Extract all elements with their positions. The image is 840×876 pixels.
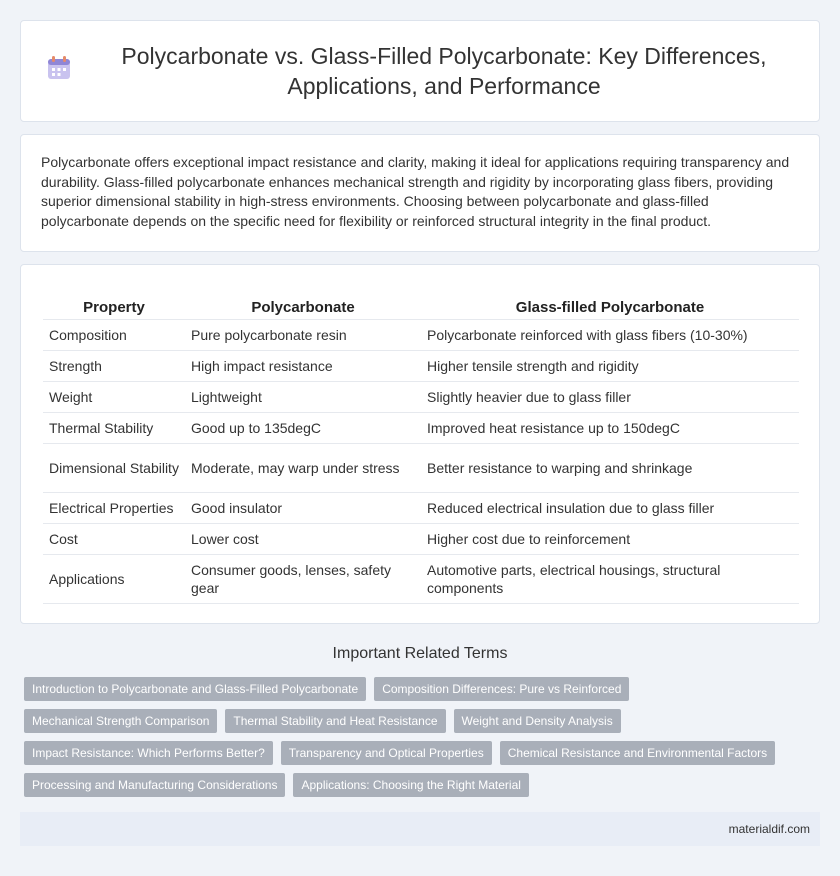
related-term-tag[interactable]: Introduction to Polycarbonate and Glass-Filled Polycarbonate [24, 677, 366, 701]
cell-property: Applications [43, 555, 185, 604]
cell-glass-filled: Slightly heavier due to glass filler [421, 382, 799, 413]
cell-property: Composition [43, 320, 185, 351]
table-row [43, 524, 799, 555]
table-row [43, 351, 799, 382]
related-term-tag[interactable]: Transparency and Optical Properties [281, 741, 492, 765]
cell-polycarbonate: Moderate, may warp under stress [185, 444, 421, 493]
table-row [43, 493, 799, 524]
title-card [20, 20, 820, 122]
intro-card [20, 134, 820, 252]
footer [20, 812, 820, 846]
cell-property: Dimensional Stability [43, 444, 185, 493]
cell-glass-filled: Higher cost due to reinforcement [421, 524, 799, 555]
cell-glass-filled: Polycarbonate reinforced with glass fibers (10-30%) [421, 320, 799, 351]
cell-glass-filled: Better resistance to warping and shrinkage [421, 444, 799, 493]
related-terms-list [24, 677, 820, 805]
related-term-tag[interactable]: Applications: Choosing the Right Material [293, 773, 528, 797]
related-term-tag[interactable]: Composition Differences: Pure vs Reinforced [374, 677, 629, 701]
header-property: Property [43, 295, 185, 320]
related-terms-title: Important Related Terms [332, 645, 508, 662]
cell-property: Thermal Stability [43, 413, 185, 444]
related-term-tag[interactable]: Thermal Stability and Heat Resistance [225, 709, 445, 733]
page-title: Polycarbonate vs. Glass-Filled Polycarbonate: Key Differences, Applications, and Performance [121, 43, 767, 99]
cell-property: Electrical Properties [43, 493, 185, 524]
cell-polycarbonate: Lower cost [185, 524, 421, 555]
cell-polycarbonate: Good insulator [185, 493, 421, 524]
table-row [43, 320, 799, 351]
intro-paragraph: Polycarbonate offers exceptional impact resistance and clarity, making it ideal for applications requiring transparency and durability. Glass-filled polycarbonate enhances mechanical strength and rigidity by incorporating glass fibers, providing superior dimensional stability in high-stress environments. Choosing between polycarbonate and glass-filled polycarbonate depends on the specific need for flexibility or reinforced structural integrity in the final product. [41, 154, 790, 229]
table-row [43, 382, 799, 413]
table-row [43, 555, 799, 604]
comparison-table [43, 295, 799, 604]
cell-glass-filled: Improved heat resistance up to 150degC [421, 413, 799, 444]
cell-polycarbonate: Good up to 135degC [185, 413, 421, 444]
related-term-tag[interactable]: Mechanical Strength Comparison [24, 709, 217, 733]
related-term-tag[interactable]: Impact Resistance: Which Performs Better? [24, 741, 273, 765]
cell-property: Weight [43, 382, 185, 413]
calendar-icon [46, 55, 72, 81]
cell-property: Strength [43, 351, 185, 382]
footer-site-link[interactable]: materialdif.com [728, 822, 810, 836]
cell-glass-filled: Higher tensile strength and rigidity [421, 351, 799, 382]
related-term-tag[interactable]: Processing and Manufacturing Considerations [24, 773, 285, 797]
related-term-tag[interactable]: Chemical Resistance and Environmental Factors [500, 741, 775, 765]
related-term-tag[interactable]: Weight and Density Analysis [454, 709, 621, 733]
header-glass-filled: Glass-filled Polycarbonate [421, 295, 799, 320]
cell-polycarbonate: Lightweight [185, 382, 421, 413]
cell-polycarbonate: Consumer goods, lenses, safety gear [185, 555, 421, 604]
cell-polycarbonate: High impact resistance [185, 351, 421, 382]
cell-glass-filled: Reduced electrical insulation due to glass filler [421, 493, 799, 524]
cell-glass-filled: Automotive parts, electrical housings, structural components [421, 555, 799, 604]
cell-property: Cost [43, 524, 185, 555]
table-row [43, 444, 799, 493]
table-row [43, 413, 799, 444]
comparison-card [20, 264, 820, 624]
header-polycarbonate: Polycarbonate [185, 295, 421, 320]
cell-polycarbonate: Pure polycarbonate resin [185, 320, 421, 351]
